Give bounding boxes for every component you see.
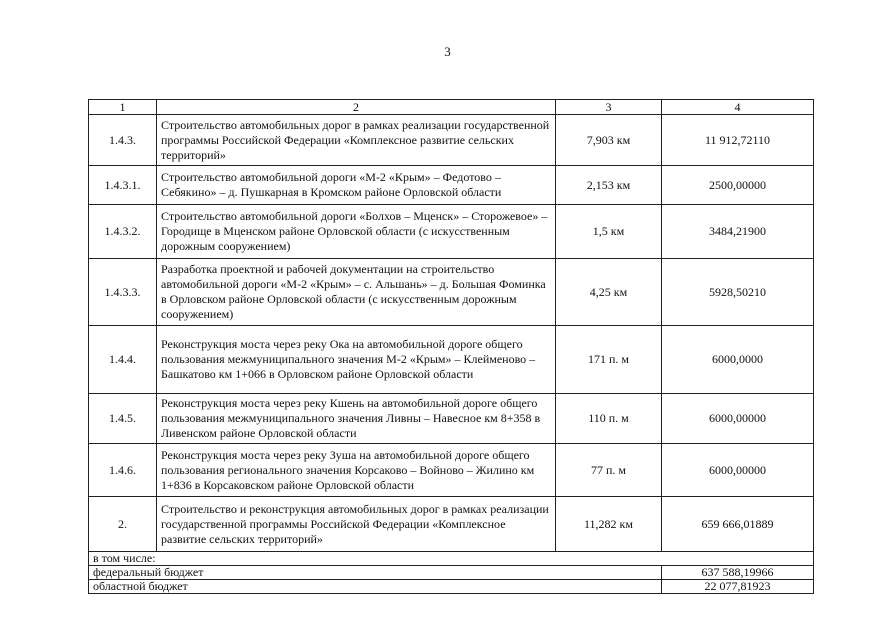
row-length: 171 п. м	[556, 326, 662, 394]
table-row	[89, 444, 814, 497]
row-amount: 6000,00000	[662, 444, 814, 497]
row-length: 77 п. м	[556, 444, 662, 497]
row-length: 11,282 км	[556, 497, 662, 552]
header-cell: 1	[89, 100, 157, 115]
row-length: 7,903 км	[556, 115, 662, 166]
table-row	[89, 497, 814, 552]
table-row	[89, 115, 814, 166]
row-length: 1,5 км	[556, 205, 662, 259]
row-name: Строительство автомобильной дороги «Болхов – Мценск» – Сторожевое» – Городище в Мценском районе Орловской области (с искусственным дорожным сооружением)	[157, 205, 556, 259]
row-length: 2,153 км	[556, 166, 662, 205]
header-cell: 3	[556, 100, 662, 115]
page-number: 3	[444, 44, 451, 59]
federal-budget-label: федеральный бюджет	[89, 566, 662, 580]
federal-budget-row	[89, 566, 814, 580]
row-length: 110 п. м	[556, 394, 662, 444]
row-length: 4,25 км	[556, 259, 662, 326]
row-name: Реконструкция моста через реку Ока на автомобильной дороге общего пользования межмуниципального значения М-2 «Крым» – Клейменово – Башкатово км 1+066 в Орловском районе Орловской области	[157, 326, 556, 394]
header-cell: 4	[662, 100, 814, 115]
header-cell: 2	[157, 100, 556, 115]
row-name: Строительство и реконструкция автомобильных дорог в рамках реализации государственной программы Российской Федерации «Комплексное развитие сельских территорий»	[157, 497, 556, 552]
table-header-row	[89, 100, 814, 115]
table-row	[89, 326, 814, 394]
row-number: 1.4.3.3.	[89, 259, 157, 326]
row-number: 1.4.4.	[89, 326, 157, 394]
table-row	[89, 205, 814, 259]
row-number: 1.4.3.2.	[89, 205, 157, 259]
row-amount: 2500,00000	[662, 166, 814, 205]
table-row	[89, 259, 814, 326]
row-amount: 5928,50210	[662, 259, 814, 326]
including-label: в том числе:	[89, 552, 814, 566]
federal-budget-amount: 637 588,19966	[662, 566, 814, 580]
row-amount: 6000,0000	[662, 326, 814, 394]
regional-budget-amount: 22 077,81923	[662, 580, 814, 594]
row-name: Строительство автомобильной дороги «М-2 «Крым» – Федотово – Себякино» – д. Пушкарная в Кромском районе Орловской области	[157, 166, 556, 205]
row-amount: 6000,00000	[662, 394, 814, 444]
row-name: Реконструкция моста через реку Кшень на автомобильной дороге общего пользования межмуниципального значения Ливны – Навесное км 8+358 в Ливенском районе Орловской области	[157, 394, 556, 444]
regional-budget-label: областной бюджет	[89, 580, 662, 594]
row-name: Строительство автомобильных дорог в рамках реализации государственной программы Российской Федерации «Комплексное развитие сельских территорий»	[157, 115, 556, 166]
budget-table	[88, 99, 814, 594]
row-amount: 11 912,72110	[662, 115, 814, 166]
row-number: 1.4.6.	[89, 444, 157, 497]
row-number: 1.4.5.	[89, 394, 157, 444]
table-row	[89, 166, 814, 205]
row-name: Разработка проектной и рабочей документации на строительство автомобильной дороги «М-2 «Крым» – с. Альшань» – д. Большая Фоминка в Орловском районе Орловской области (с искусственным дорожным сооружением)	[157, 259, 556, 326]
row-name: Реконструкция моста через реку Зуша на автомобильной дороге общего пользования регионального значения Корсаково – Войново – Жилино км 1+836 в Корсаковском районе Орловской области	[157, 444, 556, 497]
row-number: 1.4.3.1.	[89, 166, 157, 205]
row-number: 1.4.3.	[89, 115, 157, 166]
table-row	[89, 394, 814, 444]
including-row	[89, 552, 814, 566]
row-amount: 659 666,01889	[662, 497, 814, 552]
row-number: 2.	[89, 497, 157, 552]
row-amount: 3484,21900	[662, 205, 814, 259]
regional-budget-row	[89, 580, 814, 594]
